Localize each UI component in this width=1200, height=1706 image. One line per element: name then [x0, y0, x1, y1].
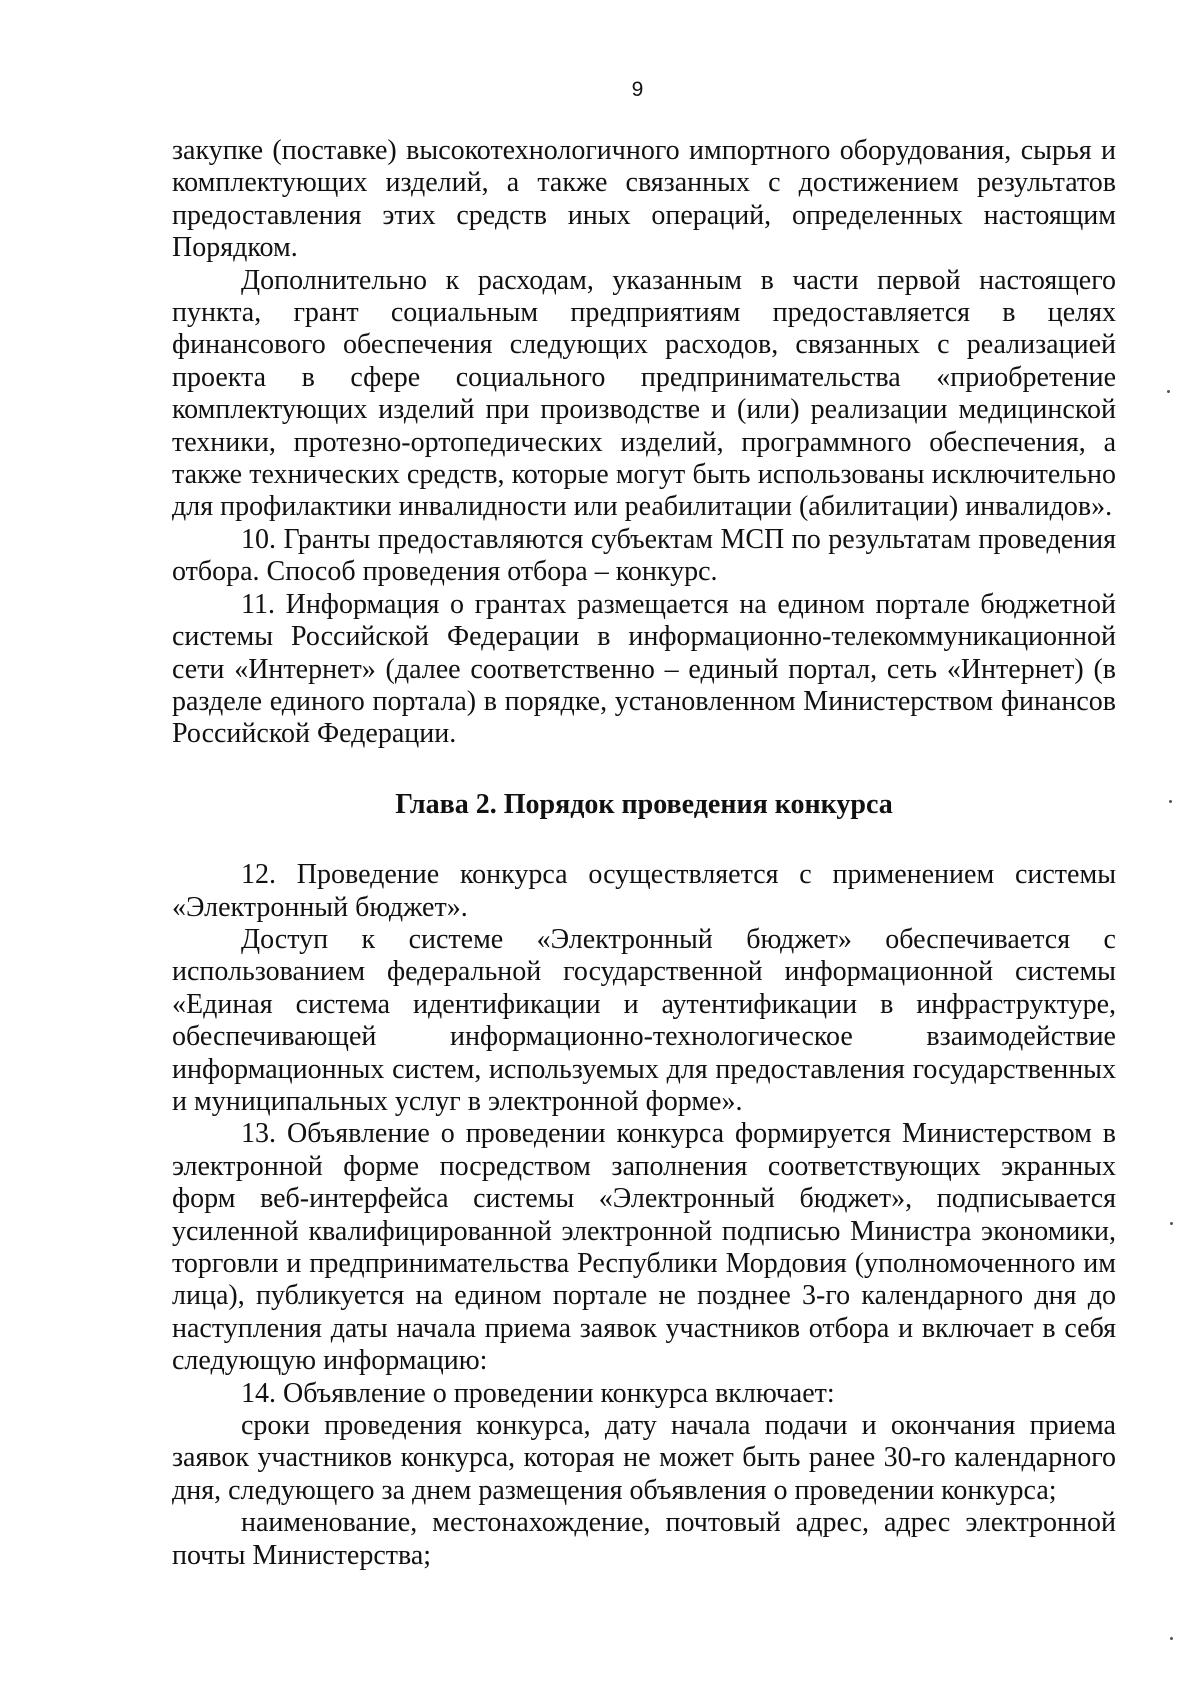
paragraph-procurement-continuation: закупке (поставке) высокотехнологичного импортного оборудования, сырья и комплектующих изделий, а также связанных с достижением результатов предоставления этих средств иных операций, определенных настоящим Порядком. — [172, 135, 1116, 264]
scan-artifact-dot — [1167, 390, 1170, 393]
paragraph-item-14: 14. Объявление о проведении конкурса включает: — [241, 1377, 835, 1409]
scan-artifact-dot — [1169, 800, 1172, 803]
document-body — [172, 135, 1116, 1572]
paragraph-social-enterprise-expenses: Дополнительно к расходам, указанным в части первой настоящего пункта, грант социальным предприятиям предоставляется в целях финансового обеспечения следующих расходов, связанных с реализацией проекта в сфере социального предпринимательства «приобретение комплектующих изделий при производстве и (или) реализации медицинской техники, протезно-ортопедических изделий, программного обеспечения, а также технических средств, которые могут быть использованы исключительно для профилактики инвалидности или реабилитации (абилитации) инвалидов». — [172, 264, 1116, 523]
paragraph-item-13: 13. Объявление о проведении конкурса формируется Министерством в электронной форме посредством заполнения соответствующих экранных форм веб-интерфейса системы «Электронный бюджет», подписывается усиленной квалифицированной электронной подписью Министра экономики, торговли и предпринимательства Республики Мордовия (уполномоченного им лица), публикуется на едином портале не позднее 3-го календарного дня до наступления даты начала приема заявок участников отбора и включает в себя следующую информацию: — [172, 1118, 1116, 1377]
paragraph-item-11: 11. Информация о грантах размещается на едином портале бюджетной системы Российской Федерации в информационно-телекоммуникационной сети «Интернет» (далее соответственно – единый портал, сеть «Интернет) (в разделе единого портала) в порядке, установленном Министерством финансов Российской Федерации. — [172, 588, 1116, 750]
chapter-heading: Глава 2. Порядок проведения конкурса — [395, 788, 893, 820]
page-number: 9 — [631, 78, 644, 101]
paragraph-ministry-address: наименование, местонахождение, почтовый адрес, адрес электронной почты Министерства; — [172, 1507, 1116, 1571]
paragraph-contest-terms: сроки проведения конкурса, дату начала подачи и окончания приема заявок участников конкурса, которая не может быть ранее 30-го календарного дня, следующего за днем размещения объявления о проведении конкурса; — [172, 1410, 1116, 1506]
paragraph-item-12: 12. Проведение конкурса осуществляется с применением системы «Электронный бюджет». — [172, 859, 1116, 923]
scan-artifact-dot — [1170, 1222, 1173, 1225]
paragraph-item-10: 10. Гранты предоставляются субъектам МСП по результатам проведения отбора. Способ проведения отбора – конкурс. — [172, 523, 1116, 588]
scan-artifact-dot — [1170, 1637, 1173, 1640]
paragraph-system-access: Доступ к системе «Электронный бюджет» обеспечивается с использованием федеральной государственной информационной системы «Единая система идентификации и аутентификации в инфраструктуре, обеспечивающей информационно-технологическое взаимодействие информационных систем, используемых для предоставления государственных и муниципальных услуг в электронной форме». — [172, 923, 1116, 1117]
